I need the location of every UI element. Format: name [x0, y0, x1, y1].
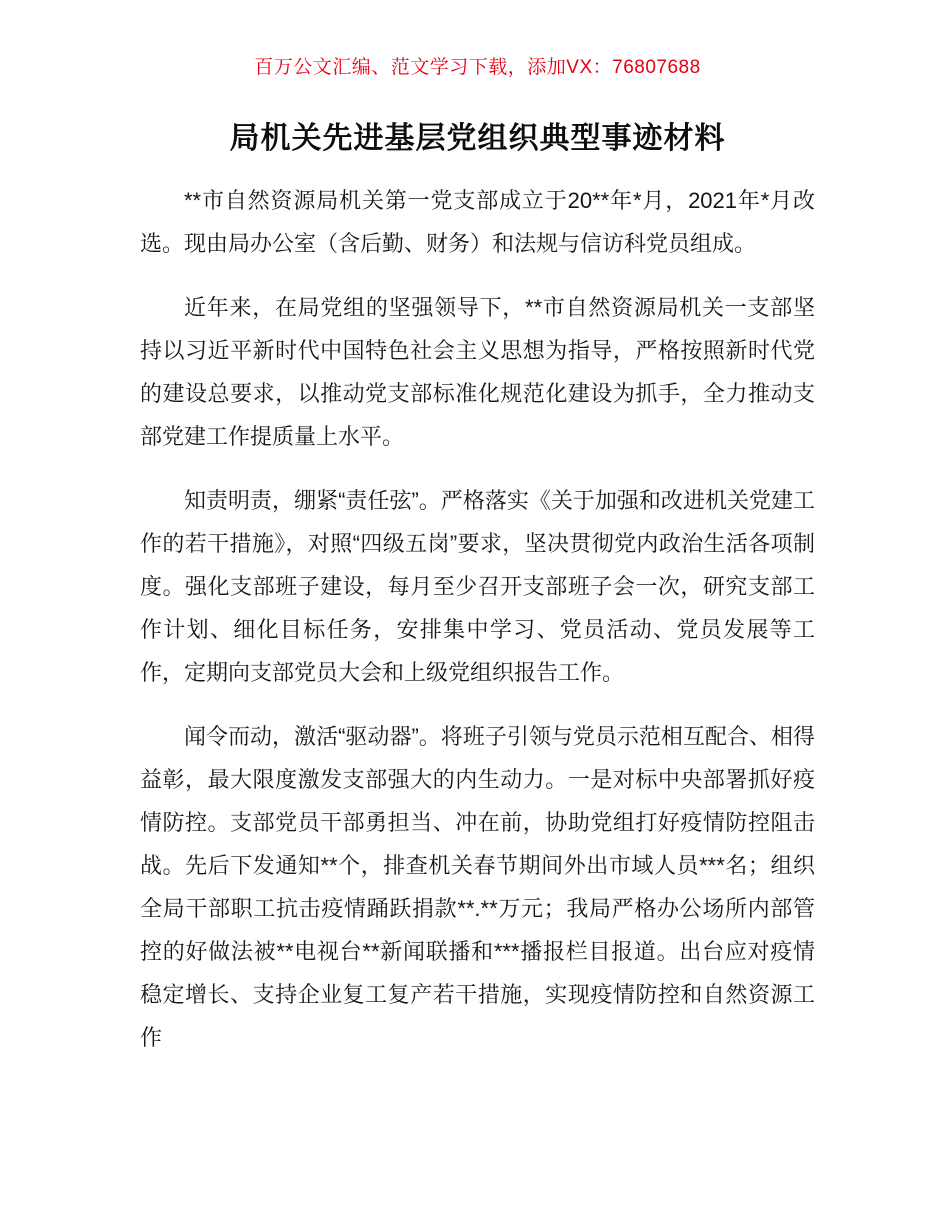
- header-notice: 百万公文汇编、范文学习下载，添加VX：76807688: [254, 57, 701, 78]
- paragraph-2: 近年来，在局党组的坚强领导下，**市自然资源局机关一支部坚持以习近平新时代中国特色社会主义思想为指导，严格按照新时代党的建设总要求，以推动党支部标准化规范化建设为抓手，全力推动支部党建工作提质量上水平。: [140, 295, 815, 449]
- paragraph-4: 闻令而动，激活“驱动器”。将班子引领与党员示范相互配合、相得益彰，最大限度激发支部强大的内生动力。一是对标中央部署抓好疫情防控。支部党员干部勇担当、冲在前，协助党组打好疫情防控阻击战。先后下发通知**个，排查机关春节期间外出市域人员***名；组织全局干部职工抗击疫情踊跃捐款**.**万元；我局严格办公场所内部管控的好做法被**电视台**新闻联播和***播报栏目报道。出台应对疫情稳定增长、支持企业复工复产若干措施，实现疫情防控和自然资源工作: [140, 724, 815, 1050]
- paragraph-1: **市自然资源局机关第一党支部成立于20**年*月，2021年*月改选。现由局办公室（含后勤、财务）和法规与信访科党员组成。: [140, 188, 815, 256]
- paragraph-3: 知责明责，绷紧“责任弦”。严格落实《关于加强和改进机关党建工作的若干措施》，对照“四级五岗”要求，坚决贯彻党内政治生活各项制度。强化支部班子建设，每月至少召开支部班子会一次，研究支部工作计划、细化目标任务，安排集中学习、党员活动、党员发展等工作，定期向支部党员大会和上级党组织报告工作。: [140, 488, 815, 685]
- document-body: [140, 179, 815, 1059]
- document-title: 局机关先进基层党组织典型事迹材料: [229, 122, 726, 155]
